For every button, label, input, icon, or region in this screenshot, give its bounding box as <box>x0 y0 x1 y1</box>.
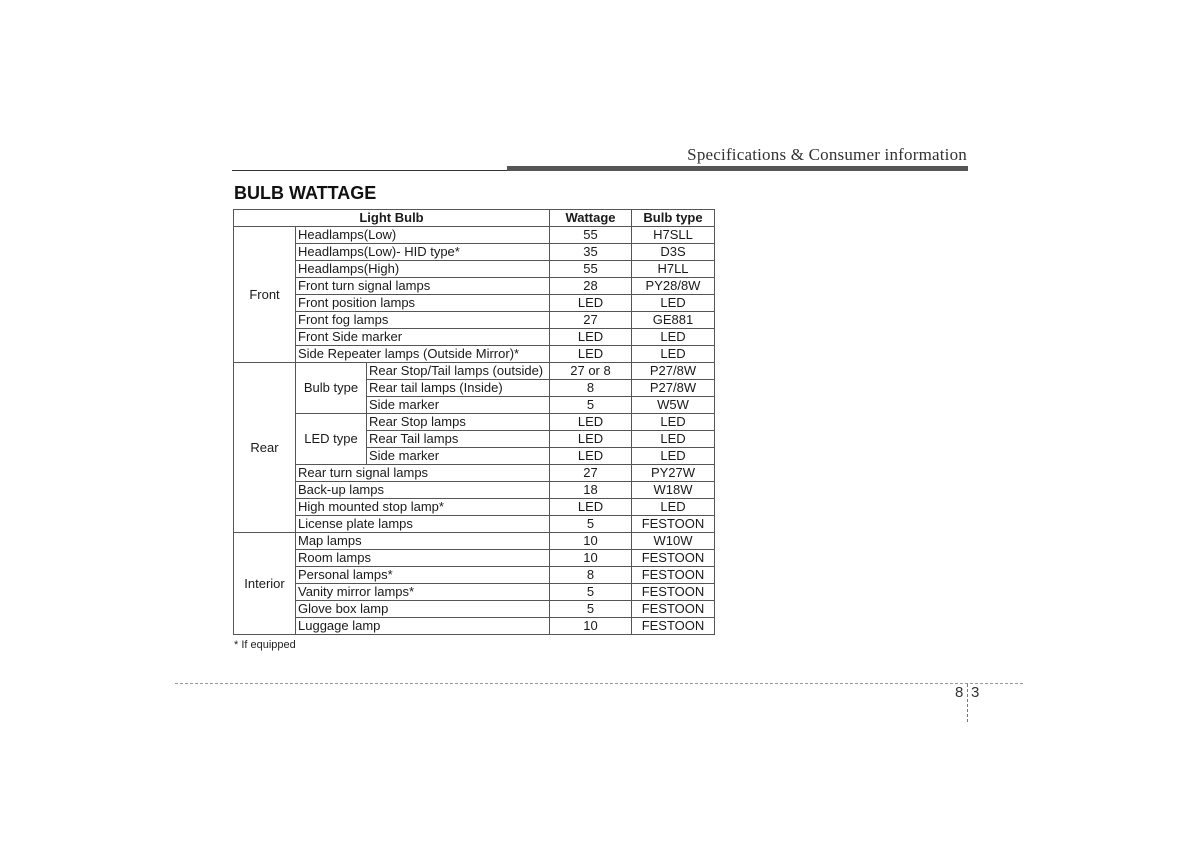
header-rule-thin <box>232 170 508 171</box>
bulb-name: Vanity mirror lamps* <box>296 584 550 601</box>
bulb-wattage: 27 or 8 <box>550 363 632 380</box>
bulb-type: FESTOON <box>632 516 715 533</box>
bulb-type: GE881 <box>632 312 715 329</box>
bulb-wattage: 8 <box>550 380 632 397</box>
bulb-name: Back-up lamps <box>296 482 550 499</box>
table-row <box>234 295 715 312</box>
table-row <box>234 465 715 482</box>
table-row <box>234 312 715 329</box>
bulb-wattage: 10 <box>550 618 632 635</box>
bulb-wattage: LED <box>550 295 632 312</box>
bulb-name: Glove box lamp <box>296 601 550 618</box>
bulb-name: Front Side marker <box>296 329 550 346</box>
bulb-type: LED <box>632 414 715 431</box>
bulb-wattage: 27 <box>550 465 632 482</box>
bulb-name: Personal lamps* <box>296 567 550 584</box>
table-row <box>234 567 715 584</box>
bulb-type: D3S <box>632 244 715 261</box>
bulb-wattage: LED <box>550 499 632 516</box>
bulb-type: PY27W <box>632 465 715 482</box>
bulb-type: W5W <box>632 397 715 414</box>
bulb-wattage: LED <box>550 414 632 431</box>
bulb-wattage: 18 <box>550 482 632 499</box>
bulb-type: FESTOON <box>632 550 715 567</box>
header-light-bulb: Light Bulb <box>234 210 550 227</box>
bulb-wattage-table <box>233 209 715 635</box>
table-row <box>234 346 715 363</box>
bulb-type: LED <box>632 329 715 346</box>
bulb-name: Front position lamps <box>296 295 550 312</box>
bulb-type: LED <box>632 295 715 312</box>
subgroup-led-type: LED type <box>296 414 367 465</box>
table-row <box>234 482 715 499</box>
bulb-wattage: 55 <box>550 227 632 244</box>
table-row <box>234 516 715 533</box>
table-header-row <box>234 210 715 227</box>
bulb-wattage: LED <box>550 329 632 346</box>
bulb-type: P27/8W <box>632 363 715 380</box>
bulb-name: License plate lamps <box>296 516 550 533</box>
bulb-name: Front turn signal lamps <box>296 278 550 295</box>
bulb-wattage: 10 <box>550 533 632 550</box>
table-row <box>234 363 715 380</box>
page-chapter-number: 8 <box>955 684 964 701</box>
header-wattage: Wattage <box>550 210 632 227</box>
table-row <box>234 601 715 618</box>
table-row <box>234 533 715 550</box>
bulb-name: Luggage lamp <box>296 618 550 635</box>
bulb-wattage: 27 <box>550 312 632 329</box>
bulb-name: Headlamps(Low)- HID type* <box>296 244 550 261</box>
group-front: Front <box>234 227 296 363</box>
bulb-wattage: 55 <box>550 261 632 278</box>
bulb-type: W10W <box>632 533 715 550</box>
bulb-wattage: 5 <box>550 601 632 618</box>
bulb-name: Rear turn signal lamps <box>296 465 550 482</box>
bulb-name: Rear Tail lamps <box>367 431 550 448</box>
table-row <box>234 584 715 601</box>
bulb-name: Side marker <box>367 448 550 465</box>
table-row <box>234 414 715 431</box>
header-bulb-type: Bulb type <box>632 210 715 227</box>
page-separator <box>967 684 968 722</box>
table-row <box>234 278 715 295</box>
bulb-type: LED <box>632 431 715 448</box>
bulb-type: W18W <box>632 482 715 499</box>
page-title: BULB WATTAGE <box>234 183 377 203</box>
table-row <box>234 261 715 278</box>
bulb-name: Room lamps <box>296 550 550 567</box>
bulb-type: H7LL <box>632 261 715 278</box>
bulb-name: Side marker <box>367 397 550 414</box>
bulb-name: Rear Stop lamps <box>367 414 550 431</box>
bulb-type: H7SLL <box>632 227 715 244</box>
table-row <box>234 227 715 244</box>
bulb-type: LED <box>632 448 715 465</box>
bulb-wattage: LED <box>550 346 632 363</box>
bulb-name: Map lamps <box>296 533 550 550</box>
bulb-type: FESTOON <box>632 567 715 584</box>
bulb-name: High mounted stop lamp* <box>296 499 550 516</box>
group-rear: Rear <box>234 363 296 533</box>
bulb-wattage: LED <box>550 431 632 448</box>
bulb-wattage: 10 <box>550 550 632 567</box>
bulb-type: PY28/8W <box>632 278 715 295</box>
section-header: Specifications & Consumer information <box>687 145 967 164</box>
bulb-wattage: 5 <box>550 516 632 533</box>
table-row <box>234 618 715 635</box>
bulb-type: FESTOON <box>632 601 715 618</box>
table-row <box>234 244 715 261</box>
bulb-wattage: 5 <box>550 397 632 414</box>
bulb-name: Side Repeater lamps (Outside Mirror)* <box>296 346 550 363</box>
bulb-type: FESTOON <box>632 584 715 601</box>
bulb-type: FESTOON <box>632 618 715 635</box>
subgroup-bulb-type: Bulb type <box>296 363 367 414</box>
table-row <box>234 499 715 516</box>
bulb-wattage: 5 <box>550 584 632 601</box>
bulb-wattage: LED <box>550 448 632 465</box>
bulb-name: Front fog lamps <box>296 312 550 329</box>
bulb-type: LED <box>632 499 715 516</box>
table-row <box>234 550 715 567</box>
bulb-name: Headlamps(High) <box>296 261 550 278</box>
bulb-wattage: 28 <box>550 278 632 295</box>
footnote: * If equipped <box>234 639 296 651</box>
bulb-name: Headlamps(Low) <box>296 227 550 244</box>
page-number: 3 <box>971 684 980 701</box>
bulb-type: LED <box>632 346 715 363</box>
bulb-wattage: 8 <box>550 567 632 584</box>
table-row <box>234 329 715 346</box>
bulb-type: P27/8W <box>632 380 715 397</box>
header-rule-thick <box>507 166 968 171</box>
bulb-name: Rear Stop/Tail lamps (outside) <box>367 363 550 380</box>
bulb-wattage: 35 <box>550 244 632 261</box>
bulb-name: Rear tail lamps (Inside) <box>367 380 550 397</box>
group-interior: Interior <box>234 533 296 635</box>
footer-dashed-rule <box>175 683 1023 684</box>
